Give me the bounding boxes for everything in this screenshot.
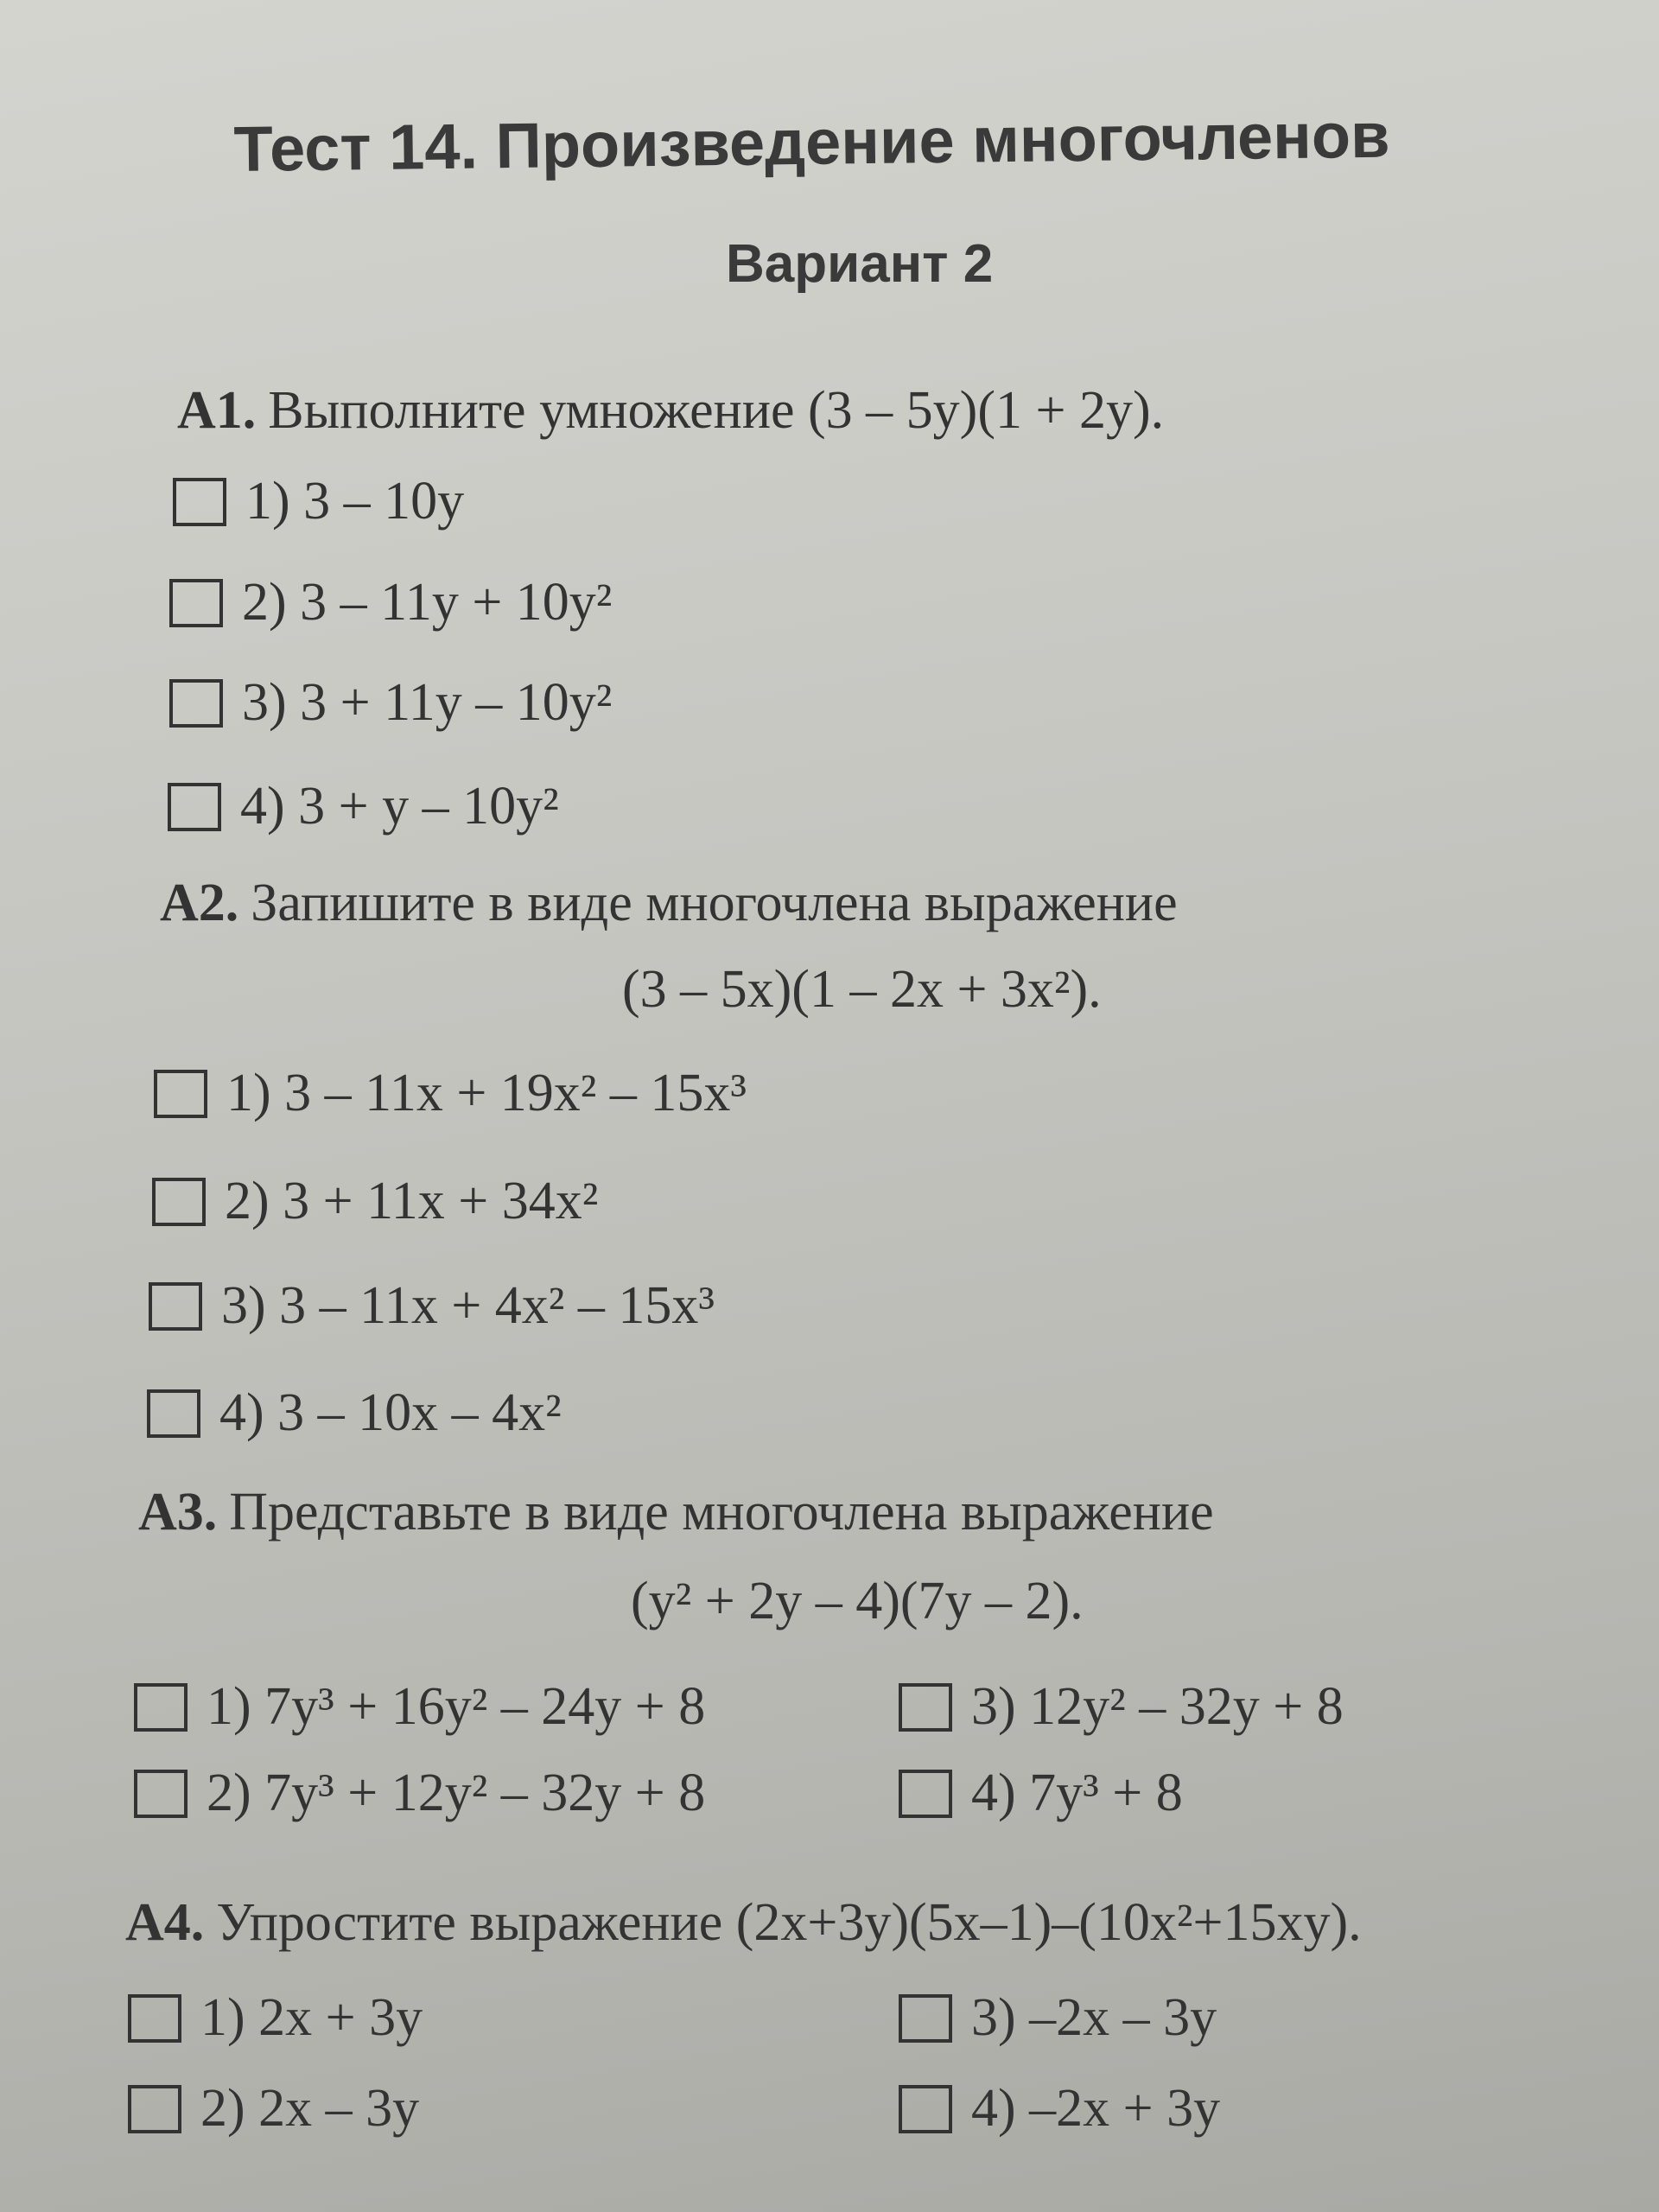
a2-option-2[interactable] — [152, 1171, 598, 1232]
question-a4-text: Упростите выражение (2x+3y)(5x–1)–(10x²+15xy). — [216, 1893, 1362, 1952]
option-label: 2) 2x – 3y — [200, 2079, 420, 2138]
a4-option-3[interactable] — [899, 1987, 1217, 2049]
a2-option-4[interactable] — [147, 1382, 562, 1444]
question-a4 — [125, 1892, 1362, 1954]
checkbox[interactable] — [899, 2085, 952, 2133]
checkbox[interactable] — [169, 579, 223, 627]
question-a2-text: Запишите в виде многочлена выражение — [251, 874, 1178, 932]
a4-option-4[interactable] — [899, 2078, 1220, 2139]
a1-option-4[interactable] — [168, 776, 559, 837]
question-a1 — [177, 380, 1164, 442]
page-title: Тест 14. Произведение многочленов — [233, 99, 1390, 185]
option-label: 2) 3 + 11x + 34x² — [225, 1172, 599, 1230]
option-label: 3) 3 – 11x + 4x² – 15x³ — [221, 1276, 715, 1335]
option-label: 1) 3 – 10y — [245, 472, 465, 531]
a3-option-2[interactable] — [134, 1763, 705, 1824]
checkbox[interactable] — [128, 1994, 181, 2043]
checkbox[interactable] — [149, 1282, 202, 1331]
question-a2-number: А2. — [160, 874, 239, 932]
option-label: 1) 2x + 3y — [200, 1988, 423, 2047]
question-a1-text: Выполните умножение (3 – 5y)(1 + 2y). — [268, 381, 1165, 440]
a1-option-3[interactable] — [169, 672, 612, 734]
a3-option-1[interactable] — [134, 1676, 705, 1738]
question-a4-number: А4. — [125, 1893, 205, 1952]
checkbox[interactable] — [134, 1683, 188, 1732]
checkbox[interactable] — [154, 1070, 207, 1118]
option-label: 4) –2x + 3y — [971, 2079, 1221, 2138]
option-label: 4) 3 – 10x – 4x² — [219, 1383, 562, 1442]
option-label: 2) 3 – 11y + 10y² — [242, 573, 613, 632]
checkbox[interactable] — [899, 1770, 952, 1818]
question-a2-expression: (3 – 5x)(1 – 2x + 3x²). — [622, 960, 1102, 1019]
a2-option-1[interactable] — [154, 1063, 747, 1124]
option-label: 1) 7y³ + 16y² – 24y + 8 — [207, 1677, 706, 1736]
a1-option-1[interactable] — [173, 471, 464, 532]
option-label: 3) 12y² – 32y + 8 — [971, 1677, 1344, 1736]
option-label: 2) 7y³ + 12y² – 32y + 8 — [207, 1764, 706, 1822]
a1-option-2[interactable] — [169, 572, 612, 633]
option-label: 4) 3 + y – 10y² — [240, 777, 559, 836]
question-a3-text: Представьте в виде многочлена выражение — [229, 1483, 1214, 1541]
a4-option-1[interactable] — [128, 1987, 423, 2049]
checkbox[interactable] — [152, 1178, 206, 1226]
checkbox[interactable] — [173, 478, 226, 526]
checkbox[interactable] — [128, 2085, 181, 2133]
checkbox[interactable] — [169, 679, 223, 728]
a4-option-2[interactable] — [128, 2078, 419, 2139]
checkbox[interactable] — [899, 1994, 952, 2043]
a2-option-3[interactable] — [149, 1275, 715, 1337]
checkbox[interactable] — [168, 783, 221, 831]
option-label: 3) –2x – 3y — [971, 1988, 1217, 2047]
checkbox[interactable] — [147, 1389, 200, 1438]
a3-option-3[interactable] — [899, 1676, 1344, 1738]
a3-option-4[interactable] — [899, 1763, 1183, 1824]
checkbox[interactable] — [899, 1683, 952, 1732]
question-a2 — [160, 873, 1178, 934]
question-a3-expression: (y² + 2y – 4)(7y – 2). — [631, 1572, 1084, 1630]
question-a3-number: А3. — [138, 1483, 218, 1541]
checkbox[interactable] — [134, 1770, 188, 1818]
option-label: 1) 3 – 11x + 19x² – 15x³ — [226, 1064, 747, 1122]
option-label: 4) 7y³ + 8 — [971, 1764, 1183, 1822]
question-a3 — [138, 1482, 1214, 1543]
variant-heading: Вариант 2 — [726, 234, 994, 294]
question-a1-number: А1. — [177, 381, 257, 440]
option-label: 3) 3 + 11y – 10y² — [242, 673, 613, 732]
